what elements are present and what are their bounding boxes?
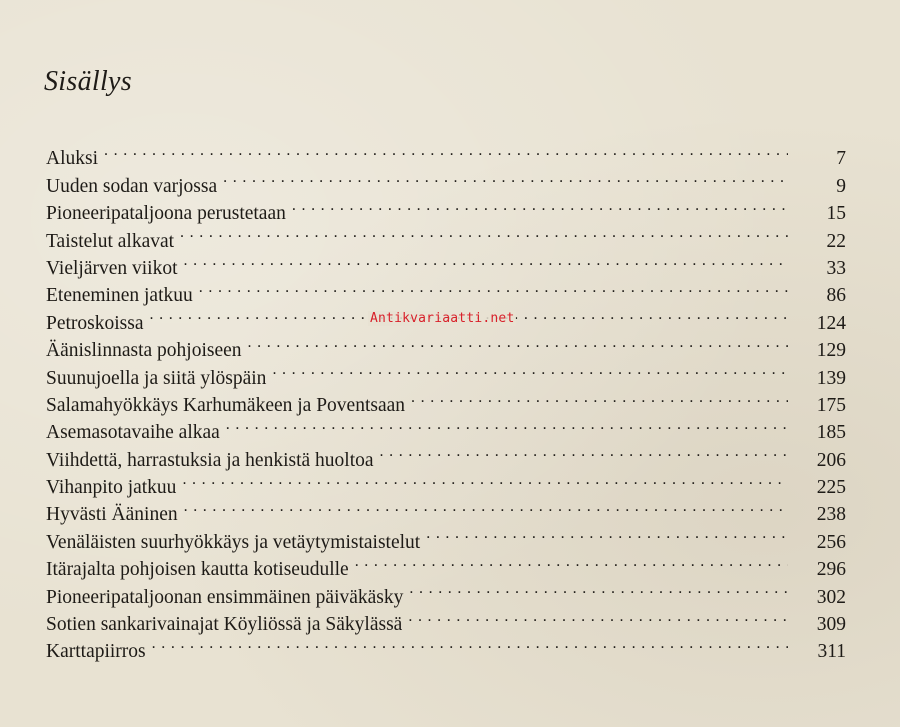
toc-entry-title: Uuden sodan varjossa xyxy=(46,175,218,197)
dot-leader xyxy=(355,548,788,575)
toc-entry-page: 296 xyxy=(816,559,846,581)
table-of-contents xyxy=(46,137,846,663)
toc-entry-title: Salamahyökkäys Karhumäkeen ja Poventsaan xyxy=(46,394,406,416)
toc-entry xyxy=(46,137,846,170)
toc-entry-title: Viihdettä, harrastuksia ja henkistä huoltoa xyxy=(46,449,374,471)
toc-entry-title: Petroskoissa xyxy=(46,312,144,334)
toc-entry-title: Vieljärven viikot xyxy=(46,257,178,279)
dot-leader xyxy=(104,137,788,164)
toc-entry-title: Vihanpito jatkuu xyxy=(46,477,177,499)
toc-entry-title: Hyvästi Ääninen xyxy=(46,504,178,526)
toc-entry-page: 9 xyxy=(836,175,846,197)
dot-leader xyxy=(223,164,788,191)
toc-entry-page: 33 xyxy=(826,257,846,279)
dot-leader xyxy=(182,466,788,493)
toc-entry-page: 15 xyxy=(826,203,846,225)
toc-entry-title: Asemasotavaihe alkaa xyxy=(46,422,220,444)
toc-entry-page: 129 xyxy=(816,340,846,362)
toc-entry-title: Sotien sankarivainajat Köyliössä ja Säkylässä xyxy=(46,614,403,636)
dot-leader xyxy=(411,384,788,411)
dot-leader xyxy=(408,603,788,630)
dot-leader xyxy=(184,247,788,274)
toc-entry-page: 302 xyxy=(816,586,846,608)
dot-leader xyxy=(152,630,788,657)
toc-entry-page: 124 xyxy=(816,312,846,334)
toc-entry-page: 175 xyxy=(816,394,846,416)
contents-heading: Sisällys xyxy=(44,66,132,97)
dot-leader xyxy=(426,520,788,547)
dot-leader xyxy=(180,219,788,246)
toc-entry-page: 139 xyxy=(816,367,846,389)
toc-entry xyxy=(46,329,846,362)
dot-leader xyxy=(199,274,788,301)
toc-entry-title: Aluksi xyxy=(46,148,99,170)
toc-entry-title: Taistelut alkavat xyxy=(46,230,175,252)
toc-entry xyxy=(46,164,846,197)
toc-entry-title: Eteneminen jatkuu xyxy=(46,285,193,307)
watermark-text: Antikvariaatti.net xyxy=(370,311,515,326)
dot-leader xyxy=(409,575,788,602)
toc-entry-page: 238 xyxy=(816,504,846,526)
dot-leader xyxy=(292,192,788,219)
toc-entry-page: 7 xyxy=(836,148,846,170)
toc-entry-page: 311 xyxy=(817,641,846,663)
toc-entry-title: Karttapiirros xyxy=(46,641,146,663)
dot-leader xyxy=(226,411,788,438)
dot-leader xyxy=(272,356,788,383)
toc-entry-page: 225 xyxy=(816,477,846,499)
toc-entry-title: Pioneeripataljoonan ensimmäinen päiväkäsky xyxy=(46,586,404,608)
toc-entry-title: Pioneeripataljoona perustetaan xyxy=(46,203,286,225)
toc-entry-page: 22 xyxy=(826,230,846,252)
dot-leader xyxy=(248,329,788,356)
toc-entry-page: 256 xyxy=(816,531,846,553)
dot-leader xyxy=(184,493,788,520)
toc-entry-title: Itärajalta pohjoisen kautta kotiseudulle xyxy=(46,559,349,581)
toc-entry xyxy=(46,630,846,663)
toc-entry-page: 185 xyxy=(816,422,846,444)
dot-leader xyxy=(380,438,788,465)
toc-entry-title: Venäläisten suurhyökkäys ja vetäytymistaistelut xyxy=(46,531,421,553)
toc-entry-page: 86 xyxy=(826,285,846,307)
toc-entry-title: Äänislinnasta pohjoiseen xyxy=(46,340,242,362)
toc-entry-title: Suunujoella ja siitä ylöspäin xyxy=(46,367,267,389)
toc-entry-page: 309 xyxy=(816,614,846,636)
toc-entry-page: 206 xyxy=(816,449,846,471)
